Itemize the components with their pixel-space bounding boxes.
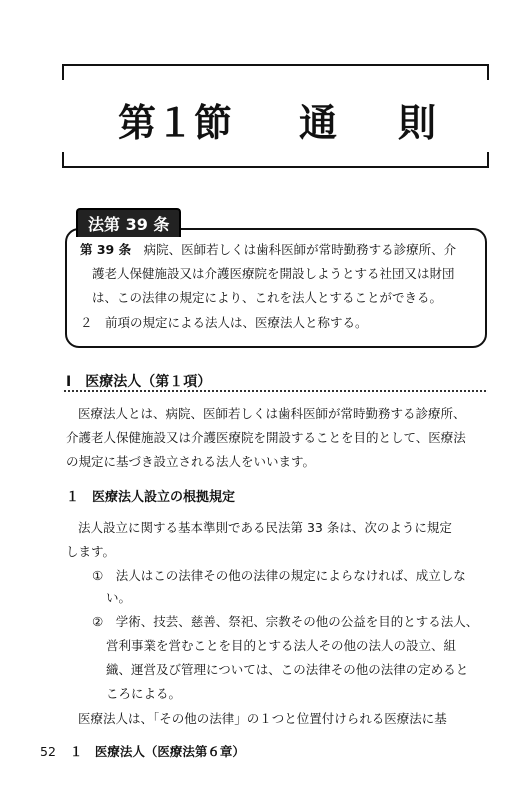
chapter-title-word1: 通 <box>299 101 338 145</box>
running-footer-title: １ 医療法人（医療法第６章） <box>69 744 245 759</box>
title-bracket-top-right <box>486 64 489 80</box>
law-line-3: は、この法律の規定により、これを法人とすることができる。 <box>92 290 443 305</box>
section-heading: Ⅰ 医療法人（第１項） <box>66 374 212 390</box>
section-paragraph-line-3: の規定に基づき設立される法人をいいます。 <box>66 454 316 469</box>
chapter-title-number: 第１節 <box>118 101 233 145</box>
subsection-continuation: 医療法人は、「その他の法律」の１つと位置付けられる医療法に基 <box>78 711 447 726</box>
law-line-4: ２ 前項の規定による法人は、医療法人と称する。 <box>80 315 368 330</box>
list-item-1-line-1: ① 法人はこの法律その他の法律の規定によらなければ、成立しな <box>92 568 466 583</box>
section-paragraph-line-1: 医療法人とは、病院、医師若しくは歯科医師が常時勤務する診療所、 <box>78 406 466 421</box>
title-bracket-top <box>62 64 488 66</box>
list-item-1-line-2: い。 <box>106 590 132 605</box>
list-item-2-line-1: ② 学術、技芸、慈善、祭祀、宗教その他の公益を目的とする法人、 <box>92 614 479 629</box>
list-item-2-line-2: 営利事業を営むことを目的とする法人その他の法人の設立、組 <box>106 638 457 653</box>
list-item-2-line-3: 織、運営及び管理については、この法律その他の法律の定めると <box>106 662 469 677</box>
page-footer <box>40 742 245 760</box>
section-divider <box>64 390 486 392</box>
title-bracket-bottom <box>62 166 488 168</box>
section-paragraph-line-2: 介護老人保健施設又は介護医療院を開設することを目的として、医療法 <box>66 430 466 445</box>
subsection-heading: １ 医療法人設立の根拠規定 <box>66 490 236 505</box>
law-line-1-text: 病院、医師若しくは歯科医師が常時勤務する診療所、介 <box>143 242 457 257</box>
law-article-tab: 法第 39 条 <box>76 208 181 237</box>
subsection-intro-line-2: します。 <box>66 544 116 559</box>
page-number: 52 <box>40 744 56 759</box>
list-item-2-line-4: ころによる。 <box>106 686 182 701</box>
title-bracket-top-left <box>62 64 65 80</box>
law-article-number: 第 39 条 <box>80 242 132 257</box>
law-line-1 <box>80 240 456 258</box>
title-bracket-bottom-right <box>486 152 489 168</box>
chapter-title-word2: 則 <box>398 101 437 145</box>
subsection-intro-line-1: 法人設立に関する基本準則である民法第 33 条は、次のように規定 <box>78 520 452 535</box>
law-line-2: 護老人保健施設又は介護医療院を開設しようとする社団又は財団 <box>92 266 455 281</box>
